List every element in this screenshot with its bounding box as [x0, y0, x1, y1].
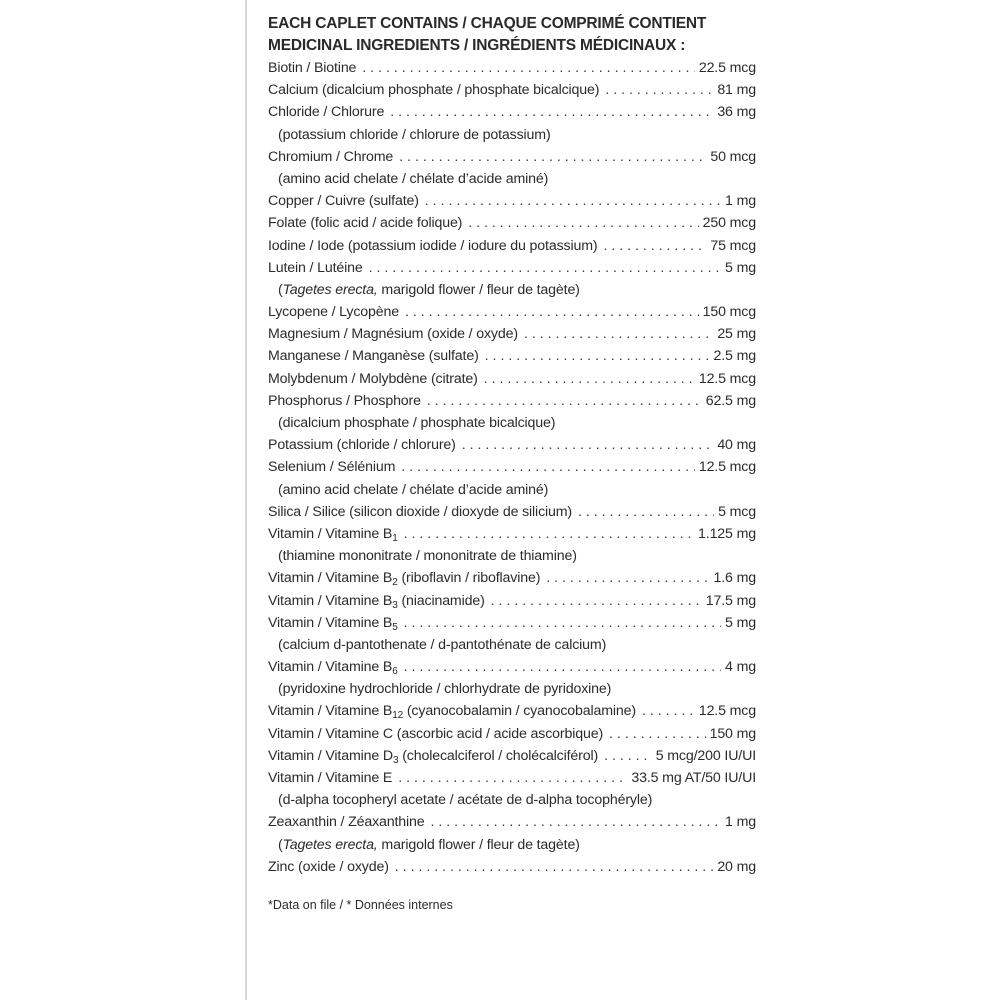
ingredient-amount: 5 mg: [725, 614, 756, 631]
ingredient-amount: 62.5 mg: [705, 392, 756, 409]
ingredient-name: Copper / Cuivre (sulfate): [268, 193, 419, 210]
ingredient-amount: 25 mg: [717, 326, 756, 343]
vitamin-label: Vitamin / Vitamine B: [268, 525, 393, 542]
ingredient-name: Calcium (dicalcium phosphate / phosphate bicalcique): [268, 82, 600, 99]
ingredient-amount: 150 mcg: [702, 304, 756, 321]
ingredient-amount: 22.5 mcg: [698, 60, 756, 76]
ingredient-name: Phosphorus / Phosphore: [268, 392, 421, 409]
ingredient-row-silica: [268, 501, 756, 523]
ingredient-amount: 2.5 mg: [713, 348, 756, 365]
leader-dots: [431, 811, 722, 833]
leader-dots: [425, 190, 721, 212]
ingredient-amount: 5 mcg: [718, 503, 756, 520]
ingredient-row-chromium: [268, 146, 756, 168]
ingredient-name: Chloride / Chlorure: [268, 104, 385, 121]
ingredient-row-vitamin-b6: [268, 656, 756, 678]
ingredient-amount: 1.125 mg: [698, 525, 756, 542]
ingredient-row-zinc: [268, 856, 756, 878]
ingredient-note-zeaxanthin: [268, 834, 756, 856]
vitamin-subscript: 3: [392, 599, 398, 611]
ingredient-note-selenium: (amino acid chelate / chélate d’acide aminé): [278, 481, 549, 498]
header-line-1: EACH CAPLET CONTAINS / CHAQUE COMPRIMÉ CONTIENT: [268, 15, 707, 32]
note-open-paren: (: [278, 281, 283, 298]
ingredient-row-manganese: [268, 345, 756, 367]
leader-dots: [524, 323, 713, 345]
ingredient-name: Zinc (oxide / oxyde): [268, 858, 389, 875]
vitamin-subscript: 1: [392, 532, 398, 544]
ingredient-row-copper: [268, 190, 756, 212]
ingredient-row-molybdenum: [268, 368, 756, 390]
ingredient-amount: 12.5 mcg: [698, 370, 756, 387]
leader-dots: [605, 79, 713, 101]
ingredient-amount: 17.5 mg: [705, 592, 756, 609]
leader-dots: [404, 656, 721, 678]
leader-dots: [609, 723, 706, 745]
leader-dots: [546, 567, 709, 589]
leader-dots: [462, 434, 714, 456]
ingredient-name: Lycopene / Lycopène: [268, 304, 399, 321]
note-open-paren: (: [278, 836, 283, 853]
ingredient-amount: 1 mg: [725, 814, 756, 831]
ingredient-row-calcium: [268, 79, 756, 101]
ingredient-name: Zeaxanthin / Zéaxanthine: [268, 814, 425, 831]
leader-dots: [395, 856, 714, 878]
ingredient-row-vitamin-b5: [268, 612, 756, 634]
ingredient-amount: 1 mg: [725, 193, 756, 210]
ingredient-row-selenium: [268, 456, 756, 478]
ingredient-name: Vitamin / Vitamine E: [268, 770, 393, 786]
leader-dots: [404, 523, 694, 545]
ingredient-amount: 40 mg: [717, 437, 756, 454]
leader-dots: [390, 101, 713, 123]
vitamin-label: Vitamin / Vitamine B: [268, 659, 393, 676]
vitamin-label: Vitamin / Vitamine B: [268, 614, 393, 631]
leader-dots: [468, 212, 698, 234]
ingredient-row-lycopene: [268, 301, 756, 323]
ingredient-name: Molybdenum / Molybdène (citrate): [268, 370, 478, 387]
ingredient-row-biotin: [268, 57, 756, 79]
ingredient-row-vitamin-b12: [268, 700, 756, 722]
ingredient-amount: 81 mg: [717, 82, 756, 99]
leader-dots: [484, 368, 695, 390]
leader-dots: [603, 235, 706, 257]
leader-dots: [491, 590, 702, 612]
footnote: *Data on file / * Données internes: [268, 897, 453, 912]
ingredient-row-potassium: [268, 434, 756, 456]
vitamin-suffix: (niacinamide): [397, 592, 485, 609]
ingredient-note-phosphorus: (dicalcium phosphate / phosphate bicalcique): [278, 415, 556, 431]
vitamin-suffix: (cyanocobalamin / cyanocobalamine): [403, 703, 636, 720]
note-latin-name: Tagetes erecta,: [282, 281, 378, 298]
ingredient-name: Silica / Silice (silicon dioxide / dioxyde de silicium): [268, 503, 572, 520]
ingredient-amount: 36 mg: [717, 104, 756, 121]
vitamin-subscript: 2: [392, 577, 398, 589]
ingredient-row-iodine: [268, 235, 756, 257]
leader-dots: [578, 501, 714, 523]
vitamin-suffix: (cholecalciferol / cholécalciférol): [398, 747, 599, 764]
vitamin-label: Vitamin / Vitamine B: [268, 592, 393, 609]
ingredient-row-chloride: [268, 101, 756, 123]
page-divider: [245, 0, 247, 1000]
ingredient-row-phosphorus: [268, 390, 756, 412]
ingredient-amount: 1.6 mg: [713, 570, 756, 587]
note-latin-name: Tagetes erecta,: [282, 836, 378, 853]
ingredient-row-vitamin-d3: [268, 745, 756, 767]
ingredient-name: Magnesium / Magnésium (oxide / oxyde): [268, 326, 518, 343]
ingredient-amount: 5 mcg/200 IU/UI: [655, 747, 756, 764]
ingredient-row-folate: [268, 212, 756, 234]
ingredient-note-lutein: [268, 279, 756, 301]
ingredient-amount: 4 mg: [725, 659, 756, 676]
ingredient-name: Vitamin / Vitamine C (ascorbic acid / acide ascorbique): [268, 725, 604, 742]
ingredient-amount: 75 mcg: [710, 237, 756, 254]
leader-dots: [642, 700, 695, 722]
ingredient-row-vitamin-b3: [268, 590, 756, 612]
ingredient-row-lutein: [268, 257, 756, 279]
ingredient-amount: 250 mcg: [702, 215, 756, 232]
header-line-2: MEDICINAL INGREDIENTS / INGRÉDIENTS MÉDICINAUX :: [268, 37, 686, 54]
ingredient-row-zeaxanthin: [268, 811, 756, 833]
note-text: marigold flower / fleur de tagète): [377, 836, 580, 853]
ingredient-amount: 33.5 mg AT/50 IU/UI: [631, 770, 756, 786]
ingredient-note-vitamin-b1: (thiamine mononitrate / mononitrate de thiamine): [278, 548, 577, 565]
ingredient-name: Potassium (chloride / chlorure): [268, 437, 456, 454]
leader-dots: [369, 257, 721, 279]
ingredient-amount: 150 mg: [709, 725, 756, 742]
ingredient-note-vitamin-b5: (calcium d-pantothenate / d-pantothénate de calcium): [278, 636, 607, 653]
vitamin-subscript: 5: [392, 621, 398, 633]
ingredient-note-vitamin-e: (d-alpha tocopheryl acetate / acétate de d-alpha tocophéryle): [278, 792, 653, 809]
ingredient-name: Lutein / Lutéine: [268, 259, 363, 276]
ingredient-row-vitamin-b1: [268, 523, 756, 545]
leader-dots: [362, 57, 695, 79]
ingredient-note-vitamin-b6: (pyridoxine hydrochloride / chlorhydrate de pyridoxine): [278, 681, 612, 698]
vitamin-subscript: 12: [392, 710, 404, 722]
ingredient-name: Folate (folic acid / acide folique): [268, 215, 463, 232]
leader-dots: [404, 612, 721, 634]
ingredient-note-chloride: (potassium chloride / chlorure de potassium): [278, 126, 551, 143]
vitamin-label: Vitamin / Vitamine B: [268, 703, 393, 720]
ingredient-amount: 5 mg: [725, 259, 756, 276]
vitamin-suffix: (riboflavin / riboflavine): [397, 570, 541, 587]
ingredient-note-chromium: (amino acid chelate / chélate d’acide aminé): [278, 170, 549, 187]
ingredient-name: Biotin / Biotine: [268, 60, 357, 76]
vitamin-subscript: 3: [393, 754, 399, 766]
vitamin-label: Vitamin / Vitamine B: [268, 570, 393, 587]
ingredient-name: Selenium / Sélénium: [268, 459, 396, 476]
leader-dots: [401, 456, 695, 478]
ingredient-row-vitamin-b2: [268, 567, 756, 589]
ingredient-row-vitamin-e: [268, 767, 756, 789]
ingredient-amount: 20 mg: [717, 858, 756, 875]
leader-dots: [398, 767, 627, 789]
leader-dots: [485, 345, 710, 367]
vitamin-label: Vitamin / Vitamine D: [268, 747, 394, 764]
ingredient-row-vitamin-c: [268, 723, 756, 745]
leader-dots: [604, 745, 652, 767]
vitamin-subscript: 6: [392, 666, 398, 678]
ingredient-amount: 12.5 mcg: [698, 703, 756, 720]
note-text: marigold flower / fleur de tagète): [377, 281, 580, 298]
ingredient-amount: 12.5 mcg: [698, 459, 756, 476]
ingredient-name: Manganese / Manganèse (sulfate): [268, 348, 479, 365]
leader-dots: [405, 301, 699, 323]
leader-dots: [399, 146, 706, 168]
ingredient-amount: 50 mcg: [710, 148, 756, 165]
ingredient-name: Chromium / Chrome: [268, 148, 394, 165]
leader-dots: [427, 390, 702, 412]
ingredients-panel: [268, 13, 756, 914]
ingredient-name: Iodine / Iode (potassium iodide / iodure du potassium): [268, 237, 598, 254]
ingredient-row-magnesium: [268, 323, 756, 345]
